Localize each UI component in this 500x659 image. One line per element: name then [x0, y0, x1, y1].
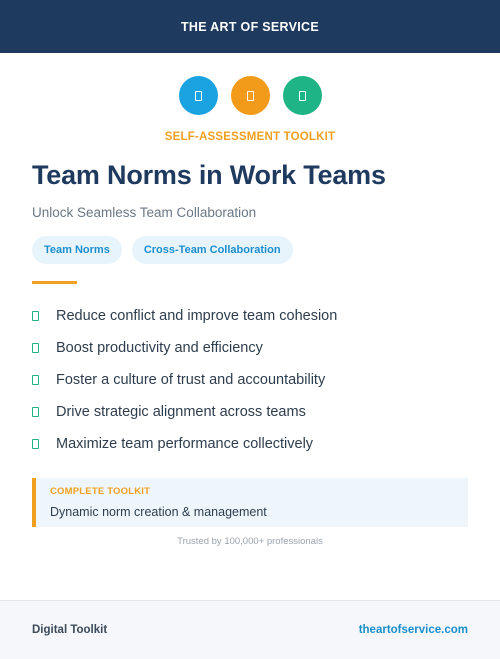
- footer: [0, 600, 500, 659]
- check-icon: [32, 343, 39, 353]
- benefit-text: Maximize team performance collectively: [56, 436, 314, 452]
- accent-divider: [32, 281, 77, 284]
- tag-team-norms: Team Norms: [32, 236, 122, 264]
- top-banner: [0, 0, 500, 53]
- blue-badge-icon: [179, 76, 218, 115]
- brand-name: THE ART OF SERVICE: [180, 19, 320, 34]
- list-item: [32, 396, 500, 428]
- benefit-text: Foster a culture of trust and accountability: [56, 372, 326, 388]
- benefit-text: Boost productivity and efficiency: [56, 340, 263, 356]
- trusted-note: Trusted by 100,000+ professionals: [177, 536, 323, 547]
- green-badge-icon: [283, 76, 322, 115]
- callout-text: Dynamic norm creation & management: [50, 505, 267, 519]
- check-icon: [32, 439, 39, 449]
- check-icon: [32, 407, 39, 417]
- toolkit-callout: [32, 478, 468, 527]
- document-icon: [247, 91, 254, 101]
- icon-row: [0, 76, 500, 115]
- tag-list: [32, 236, 500, 264]
- page-subtitle: Unlock Seamless Team Collaboration: [32, 205, 257, 220]
- page-title: Team Norms in Work Teams: [32, 160, 386, 190]
- tag-cross-team-collaboration: Cross-Team Collaboration: [132, 236, 293, 264]
- list-item: [32, 428, 500, 460]
- list-item: [32, 300, 500, 332]
- check-icon: [32, 311, 39, 321]
- benefit-text: Drive strategic alignment across teams: [56, 404, 306, 420]
- callout-label: COMPLETE TOOLKIT: [50, 486, 151, 497]
- list-item: [32, 364, 500, 396]
- benefit-list: [32, 300, 500, 460]
- orange-badge-icon: [231, 76, 270, 115]
- check-icon: [32, 375, 39, 385]
- benefit-text: Reduce conflict and improve team cohesion: [56, 308, 338, 324]
- document-icon: [195, 91, 202, 101]
- footer-website-link[interactable]: theartofservice.com: [358, 624, 468, 636]
- footer-product-label: Digital Toolkit: [32, 624, 108, 636]
- list-item: [32, 332, 500, 364]
- eyebrow-label: SELF-ASSESSMENT TOOLKIT: [164, 131, 336, 143]
- document-icon: [299, 91, 306, 101]
